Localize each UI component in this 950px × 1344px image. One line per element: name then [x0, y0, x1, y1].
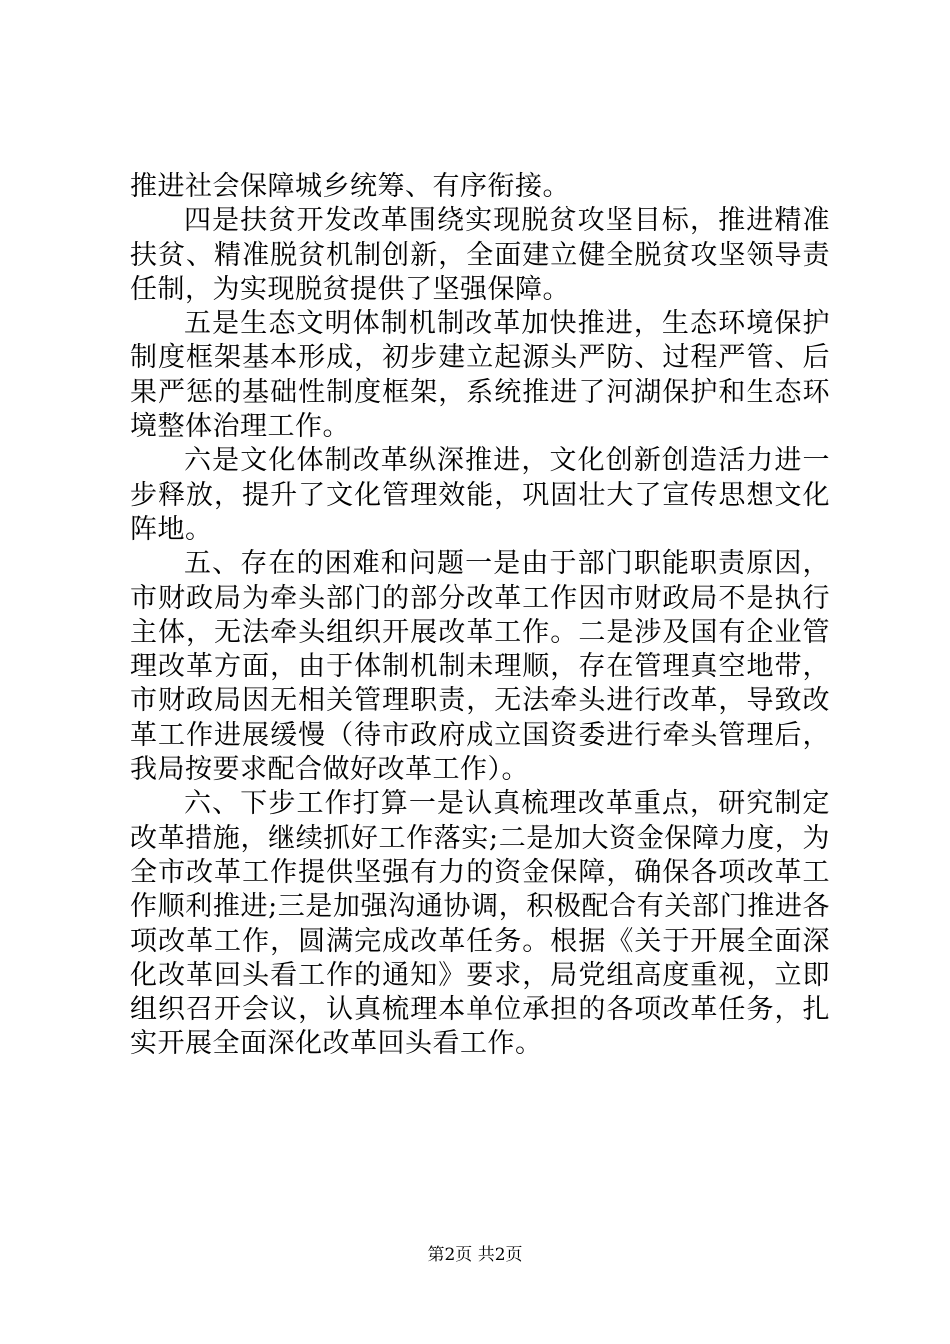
paragraph-poverty-reform: 四是扶贫开发改革围绕实现脱贫攻坚目标，推进精准扶贫、精准脱贫机制创新，全面建立健全脱贫攻坚领导责任制，为实现脱贫提供了坚强保障。 — [130, 205, 830, 305]
paragraph-continuation: 推进社会保障城乡统筹、有序衔接。 — [130, 171, 570, 202]
page-number-footer: 第2页 共2页 — [427, 1245, 523, 1265]
paragraph-ecology-reform: 五是生态文明体制机制改革加快推进，生态环境保护制度框架基本形成，初步建立起源头严防、过程严管、后果严惩的基础性制度框架，系统推进了河湖保护和生态环境整体治理工作。 — [130, 308, 830, 443]
paragraph-culture-reform: 六是文化体制改革纵深推进，文化创新创造活力进一步释放，提升了文化管理效能，巩固壮大了宣传思想文化阵地。 — [130, 445, 830, 545]
paragraph-next-steps: 六、下步工作打算一是认真梳理改革重点，研究制定改革措施，继续抓好工作落实;二是加大资金保障力度，为全市改革工作提供坚强有力的资金保障，确保各项改革工作顺利推进;三是加强沟通协调，积极配合有关部门推进各项改革工作，圆满完成改革任务。根据《关于开展全面深化改革回头看工作的通知》要求，局党组高度重视，立即组织召开会议，认真梳理本单位承担的各项改革任务，扎实开展全面深化改革回头看工作。 — [130, 788, 830, 1060]
document-body — [130, 170, 830, 1062]
paragraph-difficulties: 五、存在的困难和问题一是由于部门职能职责原因，市财政局为牵头部门的部分改革工作因市财政局不是执行主体，无法牵头组织开展改革工作。二是涉及国有企业管理改革方面，由于体制机制未理顺，存在管理真空地带，市财政局因无相关管理职责，无法牵头进行改革，导致改革工作进展缓慢（待市政府成立国资委进行牵头管理后，我局按要求配合做好改革工作）。 — [130, 548, 830, 786]
